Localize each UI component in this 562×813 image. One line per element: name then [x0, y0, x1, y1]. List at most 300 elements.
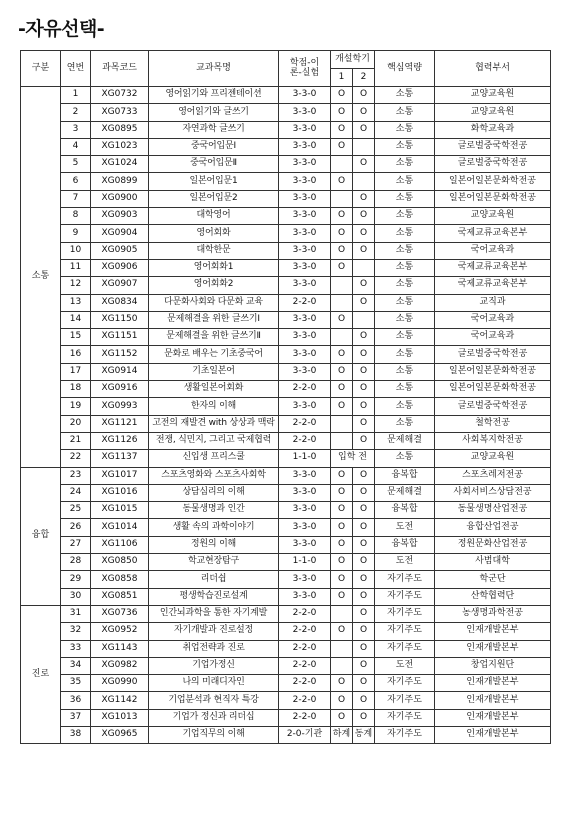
credit-cell: 3-3-0 — [279, 363, 331, 380]
code-cell: XG1152 — [91, 346, 149, 363]
name-cell: 학교현장탐구 — [149, 554, 279, 571]
department-cell: 국제교류교육본부 — [435, 277, 551, 294]
department-cell: 철학전공 — [435, 415, 551, 432]
credit-cell: 3-3-0 — [279, 536, 331, 553]
department-cell: 인재개발본부 — [435, 726, 551, 743]
seq-cell: 29 — [61, 571, 91, 588]
department-cell: 교직과 — [435, 294, 551, 311]
sem1-cell: O — [331, 519, 353, 536]
competency-cell: 자기주도 — [375, 709, 435, 726]
table-row — [21, 329, 551, 346]
code-cell: XG1142 — [91, 692, 149, 709]
sem1-cell: O — [331, 208, 353, 225]
sem2-cell: O — [353, 519, 375, 536]
seq-cell: 26 — [61, 519, 91, 536]
sem2-cell: O — [353, 415, 375, 432]
code-cell: XG0982 — [91, 657, 149, 674]
sem2-cell: O — [353, 467, 375, 484]
table-row — [21, 381, 551, 398]
sem2-cell: O — [353, 554, 375, 571]
table-row — [21, 484, 551, 501]
code-cell: XG1015 — [91, 502, 149, 519]
code-cell: XG0914 — [91, 363, 149, 380]
code-cell: XG0965 — [91, 726, 149, 743]
sem2-cell: O — [353, 536, 375, 553]
sem1-cell: O — [331, 259, 353, 276]
table-row — [21, 398, 551, 415]
seq-cell: 20 — [61, 415, 91, 432]
sem2-cell: O — [353, 692, 375, 709]
name-cell: 대학영어 — [149, 208, 279, 225]
group-cell: 소통 — [21, 87, 61, 468]
department-cell: 글로벌중국학전공 — [435, 156, 551, 173]
credit-cell: 3-3-0 — [279, 571, 331, 588]
competency-cell: 소통 — [375, 277, 435, 294]
competency-cell: 자기주도 — [375, 588, 435, 605]
sem2-cell: O — [353, 588, 375, 605]
sem1-cell: O — [331, 225, 353, 242]
sem1-cell — [331, 277, 353, 294]
code-cell: XG1126 — [91, 432, 149, 449]
competency-cell: 소통 — [375, 363, 435, 380]
department-cell: 사범대학 — [435, 554, 551, 571]
table-row — [21, 242, 551, 259]
credit-cell: 2-2-0 — [279, 623, 331, 640]
sem1-cell: 하계 — [331, 726, 353, 743]
name-cell: 상담심리의 이해 — [149, 484, 279, 501]
name-cell: 한자의 이해 — [149, 398, 279, 415]
table-row — [21, 588, 551, 605]
code-cell: XG1017 — [91, 467, 149, 484]
code-cell: XG0904 — [91, 225, 149, 242]
seq-cell: 12 — [61, 277, 91, 294]
seq-cell: 1 — [61, 87, 91, 104]
table-row — [21, 519, 551, 536]
credit-cell: 2-2-0 — [279, 432, 331, 449]
competency-cell: 도전 — [375, 554, 435, 571]
competency-cell: 소통 — [375, 346, 435, 363]
competency-cell: 자기주도 — [375, 605, 435, 622]
sem2-cell: O — [353, 484, 375, 501]
credit-cell: 3-3-0 — [279, 190, 331, 207]
table-row — [21, 692, 551, 709]
seq-cell: 2 — [61, 104, 91, 121]
competency-cell: 소통 — [375, 173, 435, 190]
seq-cell: 5 — [61, 156, 91, 173]
sem2-cell: O — [353, 208, 375, 225]
sem2-cell: O — [353, 363, 375, 380]
seq-cell: 3 — [61, 121, 91, 138]
table-row — [21, 450, 551, 467]
sem2-cell: O — [353, 502, 375, 519]
sem2-cell: O — [353, 277, 375, 294]
name-cell: 나의 미래디자인 — [149, 675, 279, 692]
credit-cell: 3-3-0 — [279, 277, 331, 294]
seq-cell: 10 — [61, 242, 91, 259]
competency-cell: 소통 — [375, 381, 435, 398]
sem2-cell: O — [353, 346, 375, 363]
sem1-cell: O — [331, 242, 353, 259]
table-row — [21, 623, 551, 640]
code-cell: XG1013 — [91, 709, 149, 726]
table-row — [21, 277, 551, 294]
sem1-cell: O — [331, 554, 353, 571]
code-cell: XG0906 — [91, 259, 149, 276]
department-cell: 융합산업전공 — [435, 519, 551, 536]
department-cell: 동물생명산업전공 — [435, 502, 551, 519]
department-cell: 학군단 — [435, 571, 551, 588]
credit-cell: 2-2-0 — [279, 709, 331, 726]
credit-cell: 2-2-0 — [279, 415, 331, 432]
code-cell: XG0903 — [91, 208, 149, 225]
sem1-cell — [331, 415, 353, 432]
name-cell: 기초일본어 — [149, 363, 279, 380]
header-semester: 개설학기 — [331, 51, 375, 69]
code-cell: XG1016 — [91, 484, 149, 501]
competency-cell: 소통 — [375, 138, 435, 155]
sem1-cell: O — [331, 467, 353, 484]
department-cell: 인재개발본부 — [435, 675, 551, 692]
sem1-cell: O — [331, 675, 353, 692]
department-cell: 정원문화산업전공 — [435, 536, 551, 553]
department-cell: 일본어일본문화학전공 — [435, 381, 551, 398]
sem1-cell: O — [331, 571, 353, 588]
sem2-cell: O — [353, 640, 375, 657]
sem2-cell — [353, 311, 375, 328]
seq-cell: 23 — [61, 467, 91, 484]
credit-cell: 3-3-0 — [279, 467, 331, 484]
credit-cell: 3-3-0 — [279, 484, 331, 501]
credit-cell: 3-3-0 — [279, 242, 331, 259]
sem2-cell — [353, 173, 375, 190]
name-cell: 영어회화1 — [149, 259, 279, 276]
code-cell: XG0736 — [91, 605, 149, 622]
name-cell: 기업분석과 현직자 특강 — [149, 692, 279, 709]
competency-cell: 소통 — [375, 259, 435, 276]
department-cell: 일본어일본문화학전공 — [435, 190, 551, 207]
department-cell: 글로벌중국학전공 — [435, 346, 551, 363]
seq-cell: 35 — [61, 675, 91, 692]
sem2-cell — [353, 259, 375, 276]
table-row — [21, 121, 551, 138]
credit-cell: 3-3-0 — [279, 104, 331, 121]
code-cell: XG0858 — [91, 571, 149, 588]
name-cell: 영어읽기와 프리젠테이션 — [149, 87, 279, 104]
competency-cell: 융복합 — [375, 536, 435, 553]
seq-cell: 31 — [61, 605, 91, 622]
seq-cell: 27 — [61, 536, 91, 553]
seq-cell: 22 — [61, 450, 91, 467]
name-cell: 일본어입문1 — [149, 173, 279, 190]
competency-cell: 융복합 — [375, 467, 435, 484]
competency-cell: 소통 — [375, 398, 435, 415]
sem2-cell: O — [353, 121, 375, 138]
table-row — [21, 536, 551, 553]
department-cell: 글로벌중국학전공 — [435, 398, 551, 415]
header-department: 협력부서 — [435, 51, 551, 87]
department-cell: 사회복지학전공 — [435, 432, 551, 449]
sem2-cell: O — [353, 225, 375, 242]
competency-cell: 자기주도 — [375, 640, 435, 657]
header-group: 구분 — [21, 51, 61, 87]
credit-cell: 1-1-0 — [279, 554, 331, 571]
code-cell: XG0733 — [91, 104, 149, 121]
credit-cell: 3-3-0 — [279, 519, 331, 536]
department-cell: 인재개발본부 — [435, 623, 551, 640]
competency-cell: 소통 — [375, 156, 435, 173]
credit-cell: 3-3-0 — [279, 138, 331, 155]
name-cell: 생활일본어회화 — [149, 381, 279, 398]
seq-cell: 25 — [61, 502, 91, 519]
name-cell: 문제해결을 위한 글쓰기Ⅰ — [149, 311, 279, 328]
table-row — [21, 726, 551, 743]
credit-cell: 3-3-0 — [279, 502, 331, 519]
sem1-cell — [331, 190, 353, 207]
table-row — [21, 432, 551, 449]
sem1-cell: O — [331, 173, 353, 190]
seq-cell: 36 — [61, 692, 91, 709]
sem1-cell: O — [331, 536, 353, 553]
name-cell: 문화로 배우는 기초중국어 — [149, 346, 279, 363]
department-cell: 인재개발본부 — [435, 640, 551, 657]
name-cell: 정원의 이해 — [149, 536, 279, 553]
department-cell: 농생명과학전공 — [435, 605, 551, 622]
sem2-cell: O — [353, 398, 375, 415]
name-cell: 평생학습진로설계 — [149, 588, 279, 605]
department-cell: 창업지원단 — [435, 657, 551, 674]
seq-cell: 33 — [61, 640, 91, 657]
credit-cell: 3-3-0 — [279, 311, 331, 328]
table-row — [21, 709, 551, 726]
seq-cell: 9 — [61, 225, 91, 242]
credit-cell: 3-3-0 — [279, 156, 331, 173]
competency-cell: 소통 — [375, 242, 435, 259]
name-cell: 기업가 정신과 리더십 — [149, 709, 279, 726]
seq-cell: 28 — [61, 554, 91, 571]
table-row — [21, 190, 551, 207]
credit-cell: 2-2-0 — [279, 692, 331, 709]
name-cell: 동물생명과 인간 — [149, 502, 279, 519]
sem1-cell: O — [331, 363, 353, 380]
sem2-cell: O — [353, 657, 375, 674]
page-title: -자유선택- — [18, 18, 105, 40]
competency-cell: 도전 — [375, 519, 435, 536]
seq-cell: 7 — [61, 190, 91, 207]
sem1-cell: O — [331, 502, 353, 519]
seq-cell: 38 — [61, 726, 91, 743]
table-row — [21, 363, 551, 380]
header-name: 교과목명 — [149, 51, 279, 87]
department-cell: 국제교류교육본부 — [435, 225, 551, 242]
competency-cell: 소통 — [375, 225, 435, 242]
seq-cell: 4 — [61, 138, 91, 155]
name-cell: 인간뇌과학을 통한 자기계발 — [149, 605, 279, 622]
table-row — [21, 311, 551, 328]
name-cell: 자기개발과 진로설정 — [149, 623, 279, 640]
seq-cell: 15 — [61, 329, 91, 346]
sem2-cell: O — [353, 329, 375, 346]
code-cell: XG1151 — [91, 329, 149, 346]
credit-cell: 3-3-0 — [279, 398, 331, 415]
table-row — [21, 657, 551, 674]
name-cell: 문제해결을 위한 글쓰기Ⅱ — [149, 329, 279, 346]
credit-cell: 2-2-0 — [279, 675, 331, 692]
sem2-cell: O — [353, 104, 375, 121]
competency-cell: 융복합 — [375, 502, 435, 519]
code-cell: XG0732 — [91, 87, 149, 104]
department-cell: 인재개발본부 — [435, 692, 551, 709]
seq-cell: 18 — [61, 381, 91, 398]
seq-cell: 11 — [61, 259, 91, 276]
sem1-cell: O — [331, 588, 353, 605]
seq-cell: 30 — [61, 588, 91, 605]
table-row — [21, 346, 551, 363]
header-sem2: 2 — [353, 69, 375, 87]
department-cell: 국제교류교육본부 — [435, 259, 551, 276]
sem1-cell: O — [331, 381, 353, 398]
header-credit: 학점-이론-실험 — [279, 51, 331, 87]
name-cell: 일본어입문2 — [149, 190, 279, 207]
table-row — [21, 225, 551, 242]
code-cell: XG0907 — [91, 277, 149, 294]
sem1-cell: O — [331, 121, 353, 138]
name-cell: 생활 속의 과학이야기 — [149, 519, 279, 536]
department-cell: 교양교육원 — [435, 208, 551, 225]
credit-cell: 2-2-0 — [279, 381, 331, 398]
name-cell: 스포츠영화와 스포츠사회학 — [149, 467, 279, 484]
header-competency: 핵심역량 — [375, 51, 435, 87]
name-cell: 대학한문 — [149, 242, 279, 259]
code-cell: XG1150 — [91, 311, 149, 328]
table-row — [21, 415, 551, 432]
sem2-cell: O — [353, 190, 375, 207]
header-seq: 연번 — [61, 51, 91, 87]
competency-cell: 소통 — [375, 190, 435, 207]
name-cell: 다문화사회와 다문화 교육 — [149, 294, 279, 311]
table-row — [21, 675, 551, 692]
department-cell: 국어교육과 — [435, 242, 551, 259]
seq-cell: 24 — [61, 484, 91, 501]
sem2-cell: O — [353, 605, 375, 622]
code-cell: XG0834 — [91, 294, 149, 311]
course-table — [20, 50, 551, 744]
competency-cell: 소통 — [375, 329, 435, 346]
sem2-cell: O — [353, 242, 375, 259]
department-cell: 국어교육과 — [435, 329, 551, 346]
credit-cell: 2-2-0 — [279, 294, 331, 311]
department-cell: 산학협력단 — [435, 588, 551, 605]
competency-cell: 소통 — [375, 311, 435, 328]
competency-cell: 소통 — [375, 415, 435, 432]
name-cell: 고전의 재발견 with 상상과 맥락 — [149, 415, 279, 432]
sem1-cell: O — [331, 104, 353, 121]
seq-cell: 19 — [61, 398, 91, 415]
department-cell: 화학교육과 — [435, 121, 551, 138]
sem2-cell: O — [353, 709, 375, 726]
sem2-cell: O — [353, 675, 375, 692]
code-cell: XG1137 — [91, 450, 149, 467]
competency-cell: 소통 — [375, 294, 435, 311]
sem1-cell: O — [331, 623, 353, 640]
credit-cell: 2-0-기관 — [279, 726, 331, 743]
table-row — [21, 294, 551, 311]
sem2-cell: O — [353, 294, 375, 311]
table-row — [21, 467, 551, 484]
credit-cell: 3-3-0 — [279, 121, 331, 138]
name-cell: 기업직무의 이해 — [149, 726, 279, 743]
group-cell: 융합 — [21, 467, 61, 605]
sem1-cell — [331, 640, 353, 657]
competency-cell: 소통 — [375, 104, 435, 121]
name-cell: 전쟁, 식민지, 그리고 국제협력 — [149, 432, 279, 449]
code-cell: XG1143 — [91, 640, 149, 657]
credit-cell: 3-3-0 — [279, 173, 331, 190]
code-cell: XG0993 — [91, 398, 149, 415]
sem1-cell: O — [331, 398, 353, 415]
sem2-cell: O — [353, 87, 375, 104]
name-cell: 리더쉽 — [149, 571, 279, 588]
credit-cell: 3-3-0 — [279, 588, 331, 605]
competency-cell: 자기주도 — [375, 692, 435, 709]
sem2-cell: O — [353, 381, 375, 398]
seq-cell: 37 — [61, 709, 91, 726]
sem1-cell: O — [331, 692, 353, 709]
name-cell: 영어읽기와 글쓰기 — [149, 104, 279, 121]
credit-cell: 2-2-0 — [279, 640, 331, 657]
credit-cell: 3-3-0 — [279, 208, 331, 225]
department-cell: 스포츠레저전공 — [435, 467, 551, 484]
competency-cell: 문제해결 — [375, 432, 435, 449]
seq-cell: 32 — [61, 623, 91, 640]
sem1-cell — [331, 605, 353, 622]
code-cell: XG0952 — [91, 623, 149, 640]
code-cell: XG0850 — [91, 554, 149, 571]
table-row — [21, 259, 551, 276]
competency-cell: 소통 — [375, 121, 435, 138]
seq-cell: 8 — [61, 208, 91, 225]
table-row — [21, 208, 551, 225]
competency-cell: 도전 — [375, 657, 435, 674]
code-cell: XG1023 — [91, 138, 149, 155]
seq-cell: 14 — [61, 311, 91, 328]
competency-cell: 자기주도 — [375, 571, 435, 588]
sem1-cell — [331, 156, 353, 173]
competency-cell: 자기주도 — [375, 726, 435, 743]
semester-cell: 입학 전 — [331, 450, 375, 467]
table-row — [21, 104, 551, 121]
sem2-cell: O — [353, 623, 375, 640]
table-row — [21, 554, 551, 571]
department-cell: 국어교육과 — [435, 311, 551, 328]
name-cell: 중국어입문Ⅱ — [149, 156, 279, 173]
department-cell: 사회서비스상담전공 — [435, 484, 551, 501]
name-cell: 영어회화 — [149, 225, 279, 242]
name-cell: 자연과학 글쓰기 — [149, 121, 279, 138]
code-cell: XG0899 — [91, 173, 149, 190]
table-row — [21, 502, 551, 519]
header-sem1: 1 — [331, 69, 353, 87]
competency-cell: 소통 — [375, 87, 435, 104]
seq-cell: 17 — [61, 363, 91, 380]
credit-cell: 1-1-0 — [279, 450, 331, 467]
credit-cell: 3-3-0 — [279, 225, 331, 242]
sem2-cell: O — [353, 432, 375, 449]
sem1-cell: O — [331, 311, 353, 328]
name-cell: 취업전략과 진로 — [149, 640, 279, 657]
department-cell: 교양교육원 — [435, 450, 551, 467]
sem1-cell — [331, 294, 353, 311]
seq-cell: 16 — [61, 346, 91, 363]
